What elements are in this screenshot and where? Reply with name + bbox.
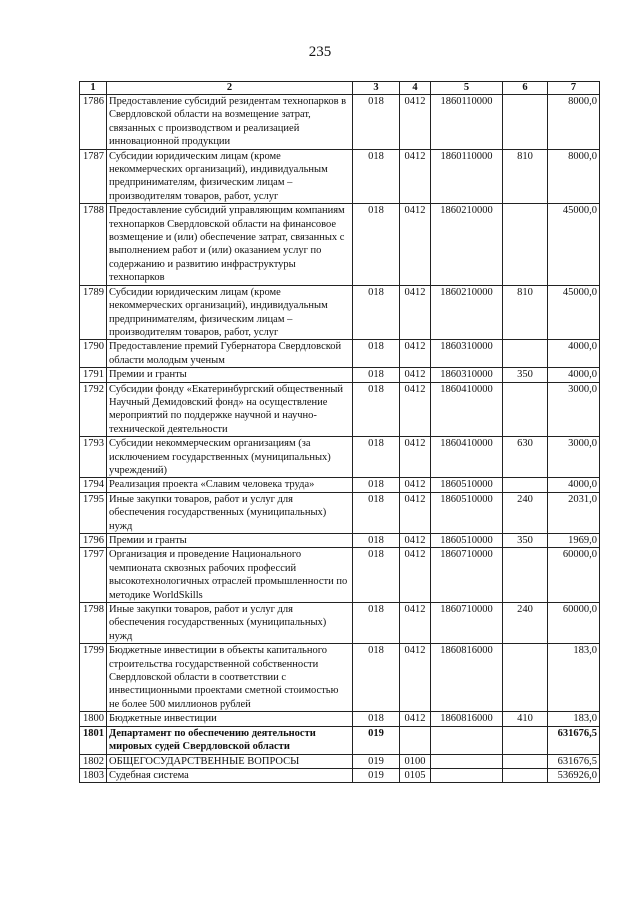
row-description: Судебная система	[107, 768, 353, 782]
row-expense-type: 630	[503, 437, 548, 478]
row-description: Предоставление премий Губернатора Свердловской области молодым ученым	[107, 340, 353, 368]
row-section-code: 0412	[400, 712, 431, 726]
header-row	[80, 82, 600, 95]
row-description: Бюджетные инвестиции	[107, 712, 353, 726]
row-org-code: 018	[353, 644, 400, 712]
row-number: 1799	[80, 644, 107, 712]
budget-table	[79, 81, 600, 783]
row-amount: 60000,0	[548, 603, 600, 644]
row-number: 1792	[80, 382, 107, 437]
row-number: 1794	[80, 478, 107, 492]
table-row	[80, 95, 600, 150]
row-amount: 45000,0	[548, 204, 600, 285]
table-row	[80, 437, 600, 478]
row-expense-type	[503, 478, 548, 492]
table-row	[80, 382, 600, 437]
row-amount: 183,0	[548, 644, 600, 712]
row-number: 1801	[80, 726, 107, 754]
row-amount: 3000,0	[548, 437, 600, 478]
row-amount: 60000,0	[548, 548, 600, 603]
row-section-code: 0412	[400, 204, 431, 285]
row-expense-type: 810	[503, 149, 548, 204]
row-org-code: 018	[353, 368, 400, 382]
row-amount: 45000,0	[548, 285, 600, 340]
row-section-code: 0105	[400, 768, 431, 782]
row-section-code: 0100	[400, 754, 431, 768]
row-section-code: 0412	[400, 478, 431, 492]
row-expense-type: 240	[503, 492, 548, 533]
row-expense-type	[503, 754, 548, 768]
row-org-code: 018	[353, 285, 400, 340]
row-org-code: 018	[353, 149, 400, 204]
table-row	[80, 204, 600, 285]
row-target-code: 1860110000	[431, 149, 503, 204]
row-org-code: 019	[353, 726, 400, 754]
column-header: 2	[107, 82, 353, 95]
row-section-code: 0412	[400, 368, 431, 382]
row-org-code: 018	[353, 548, 400, 603]
row-expense-type	[503, 95, 548, 150]
row-description: Бюджетные инвестиции в объекты капитального строительства государственной собственности Свердловской области в соответствии с инвестиционными проектами сметной стоимостью не более 500 миллионов рублей	[107, 644, 353, 712]
row-org-code: 018	[353, 382, 400, 437]
row-target-code: 1860210000	[431, 204, 503, 285]
row-number: 1789	[80, 285, 107, 340]
row-description: Иные закупки товаров, работ и услуг для обеспечения государственных (муниципальных) нужд	[107, 603, 353, 644]
row-description: Предоставление субсидий резидентам технопарков в Свердловской области на возмещение затрат, связанных с производством и реализацией инновационной продукции	[107, 95, 353, 150]
row-number: 1793	[80, 437, 107, 478]
row-expense-type: 410	[503, 712, 548, 726]
row-section-code: 0412	[400, 340, 431, 368]
row-expense-type	[503, 768, 548, 782]
row-description: Премии и гранты	[107, 368, 353, 382]
row-expense-type: 240	[503, 603, 548, 644]
row-section-code: 0412	[400, 382, 431, 437]
row-description: Департамент по обеспечению деятельности мировых судей Свердловской области	[107, 726, 353, 754]
table-row	[80, 712, 600, 726]
row-amount: 4000,0	[548, 340, 600, 368]
row-expense-type	[503, 382, 548, 437]
row-target-code: 1860210000	[431, 285, 503, 340]
row-expense-type: 350	[503, 534, 548, 548]
row-description: Организация и проведение Национального чемпионата сквозных рабочих профессий высокотехнологичных отраслей промышленности по методике WorldSkills	[107, 548, 353, 603]
column-header: 7	[548, 82, 600, 95]
row-number: 1788	[80, 204, 107, 285]
row-target-code	[431, 768, 503, 782]
row-amount: 8000,0	[548, 149, 600, 204]
column-header: 4	[400, 82, 431, 95]
row-number: 1791	[80, 368, 107, 382]
row-target-code	[431, 726, 503, 754]
column-header: 3	[353, 82, 400, 95]
row-org-code: 018	[353, 437, 400, 478]
row-expense-type: 350	[503, 368, 548, 382]
row-expense-type	[503, 726, 548, 754]
row-description: Субсидии юридическим лицам (кроме некоммерческих организаций), индивидуальным предпринимателям, физическим лицам – производителям товаров, работ, услуг	[107, 285, 353, 340]
page-number: 235	[308, 44, 332, 60]
table-row	[80, 149, 600, 204]
table-row	[80, 478, 600, 492]
row-expense-type	[503, 644, 548, 712]
row-number: 1802	[80, 754, 107, 768]
row-amount: 8000,0	[548, 95, 600, 150]
row-description: Иные закупки товаров, работ и услуг для обеспечения государственных (муниципальных) нужд	[107, 492, 353, 533]
table-row	[80, 285, 600, 340]
row-number: 1786	[80, 95, 107, 150]
row-org-code: 019	[353, 754, 400, 768]
table-row	[80, 603, 600, 644]
row-amount: 4000,0	[548, 368, 600, 382]
table-row	[80, 644, 600, 712]
row-target-code: 1860510000	[431, 478, 503, 492]
row-expense-type: 810	[503, 285, 548, 340]
row-description: Субсидии фонду «Екатеринбургский общественный Научный Демидовский фонд» на осуществление мероприятий по поддержке научной и научно-технической деятельности	[107, 382, 353, 437]
row-amount: 631676,5	[548, 754, 600, 768]
row-org-code: 018	[353, 492, 400, 533]
row-org-code: 018	[353, 204, 400, 285]
row-target-code: 1860816000	[431, 644, 503, 712]
table-row	[80, 492, 600, 533]
row-amount: 2031,0	[548, 492, 600, 533]
row-amount: 536926,0	[548, 768, 600, 782]
row-amount: 183,0	[548, 712, 600, 726]
row-org-code: 018	[353, 603, 400, 644]
row-org-code: 018	[353, 478, 400, 492]
row-org-code: 019	[353, 768, 400, 782]
table-row	[80, 368, 600, 382]
row-description: Реализация проекта «Славим человека труда»	[107, 478, 353, 492]
row-target-code: 1860410000	[431, 382, 503, 437]
column-header: 1	[80, 82, 107, 95]
row-number: 1803	[80, 768, 107, 782]
table-row	[80, 534, 600, 548]
row-description: Субсидии юридическим лицам (кроме некоммерческих организаций), индивидуальным предпринимателям, физическим лицам – производителям товаров, работ, услуг	[107, 149, 353, 204]
row-amount: 631676,5	[548, 726, 600, 754]
row-amount: 4000,0	[548, 478, 600, 492]
table-row	[80, 754, 600, 768]
row-target-code: 1860310000	[431, 368, 503, 382]
row-number: 1797	[80, 548, 107, 603]
table-row	[80, 548, 600, 603]
row-section-code	[400, 726, 431, 754]
table-row	[80, 340, 600, 368]
row-target-code: 1860816000	[431, 712, 503, 726]
row-description: Премии и гранты	[107, 534, 353, 548]
row-number: 1798	[80, 603, 107, 644]
row-section-code: 0412	[400, 548, 431, 603]
column-header: 6	[503, 82, 548, 95]
row-section-code: 0412	[400, 603, 431, 644]
row-target-code	[431, 754, 503, 768]
column-header: 5	[431, 82, 503, 95]
table-row	[80, 768, 600, 782]
row-section-code: 0412	[400, 534, 431, 548]
row-section-code: 0412	[400, 149, 431, 204]
row-section-code: 0412	[400, 492, 431, 533]
row-number: 1796	[80, 534, 107, 548]
row-description: Субсидии некоммерческим организациям (за исключением государственных (муниципальных) учреждений)	[107, 437, 353, 478]
row-org-code: 018	[353, 534, 400, 548]
row-description: Предоставление субсидий управляющим компаниям технопарков Свердловской области на финансовое возмещение и (или) обеспечение затрат, связанных с выполнением работ и (или) оказанием услуг по содержанию и развитию инфраструктуры технопарков	[107, 204, 353, 285]
row-number: 1787	[80, 149, 107, 204]
row-number: 1790	[80, 340, 107, 368]
table-row	[80, 726, 600, 754]
row-number: 1795	[80, 492, 107, 533]
row-amount: 3000,0	[548, 382, 600, 437]
row-target-code: 1860510000	[431, 534, 503, 548]
row-description: ОБЩЕГОСУДАРСТВЕННЫЕ ВОПРОСЫ	[107, 754, 353, 768]
row-number: 1800	[80, 712, 107, 726]
row-target-code: 1860310000	[431, 340, 503, 368]
row-expense-type	[503, 204, 548, 285]
row-section-code: 0412	[400, 437, 431, 478]
row-expense-type	[503, 340, 548, 368]
row-org-code: 018	[353, 340, 400, 368]
row-org-code: 018	[353, 95, 400, 150]
row-section-code: 0412	[400, 95, 431, 150]
row-section-code: 0412	[400, 644, 431, 712]
row-target-code: 1860710000	[431, 603, 503, 644]
row-expense-type	[503, 548, 548, 603]
row-target-code: 1860510000	[431, 492, 503, 533]
row-amount: 1969,0	[548, 534, 600, 548]
row-org-code: 018	[353, 712, 400, 726]
row-section-code: 0412	[400, 285, 431, 340]
row-target-code: 1860410000	[431, 437, 503, 478]
row-target-code: 1860710000	[431, 548, 503, 603]
row-target-code: 1860110000	[431, 95, 503, 150]
